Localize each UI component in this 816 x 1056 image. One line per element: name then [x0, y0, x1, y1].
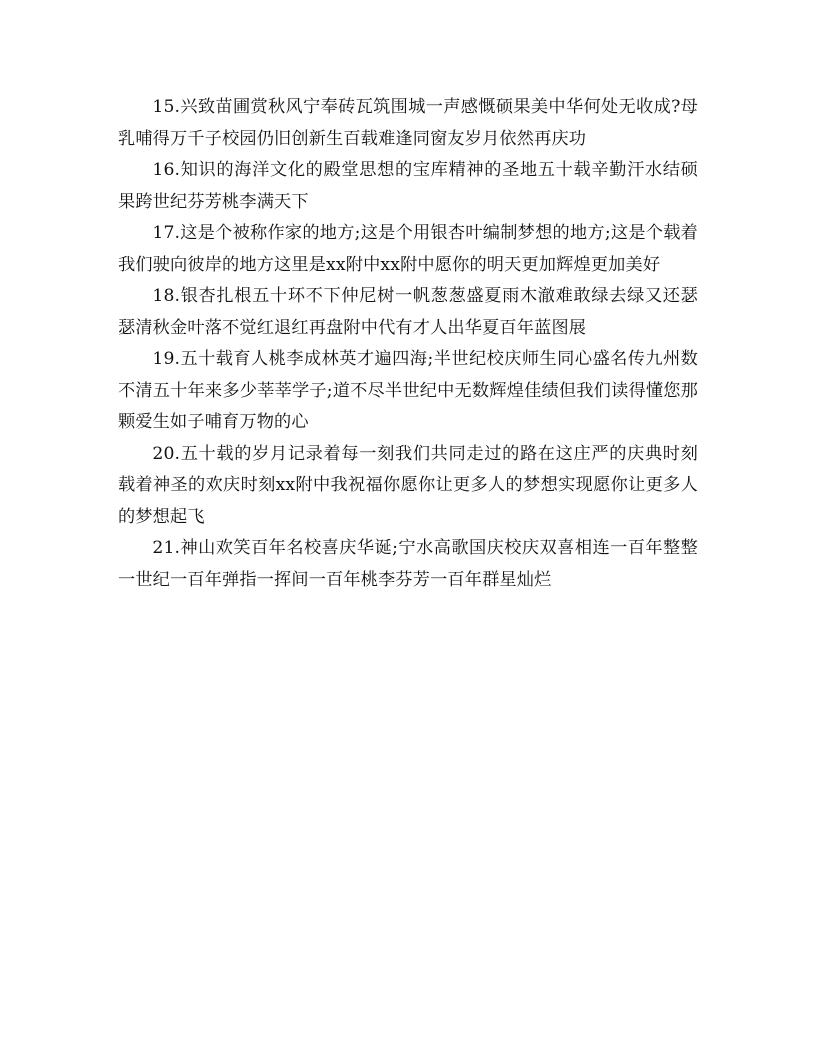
- document-body: [118, 92, 698, 596]
- paragraph-20: 20.五十载的岁月记录着每一刻我们共同走过的路在这庄严的庆典时刻载着神圣的欢庆时刻xx附中我祝福你愿你让更多人的梦想实现愿你让更多人的梦想起飞: [118, 443, 698, 527]
- paragraph-19: 19.五十载育人桃李成林英才遍四海;半世纪校庆师生同心盛名传九州数不清五十年来多少莘莘学子;道不尽半世纪中无数辉煌佳绩但我们读得懂您那颗爱生如子哺育万物的心: [118, 349, 698, 432]
- paragraph-15: 15.兴致苗圃赏秋风宁奉砖瓦筑围城一声感慨硕果美中华何处无收成?母乳哺得万千子校园仍旧创新生百载难逢同窗友岁月依然再庆功: [118, 97, 698, 149]
- paragraph-21: 21.神山欢笑百年名校喜庆华诞;宁水高歌国庆校庆双喜相连一百年整整一世纪一百年弹指一挥间一百年桃李芬芳一百年群星灿烂: [118, 538, 698, 590]
- paragraph-18: 18.银杏扎根五十环不下仲尼树一帆葱葱盛夏雨木澈难敢绿去绿又还瑟瑟清秋金叶落不觉红退红再盘附中代有才人出华夏百年蓝图展: [118, 286, 698, 338]
- paragraph-17: 17.这是个被称作家的地方;这是个用银杏叶编制梦想的地方;这是个载着我们驶向彼岸的地方这里是xx附中xx附中愿你的明天更加辉煌更加美好: [118, 223, 698, 275]
- paragraph-16: 16.知识的海洋文化的殿堂思想的宝库精神的圣地五十载辛勤汗水结硕果跨世纪芬芳桃李满天下: [118, 160, 698, 212]
